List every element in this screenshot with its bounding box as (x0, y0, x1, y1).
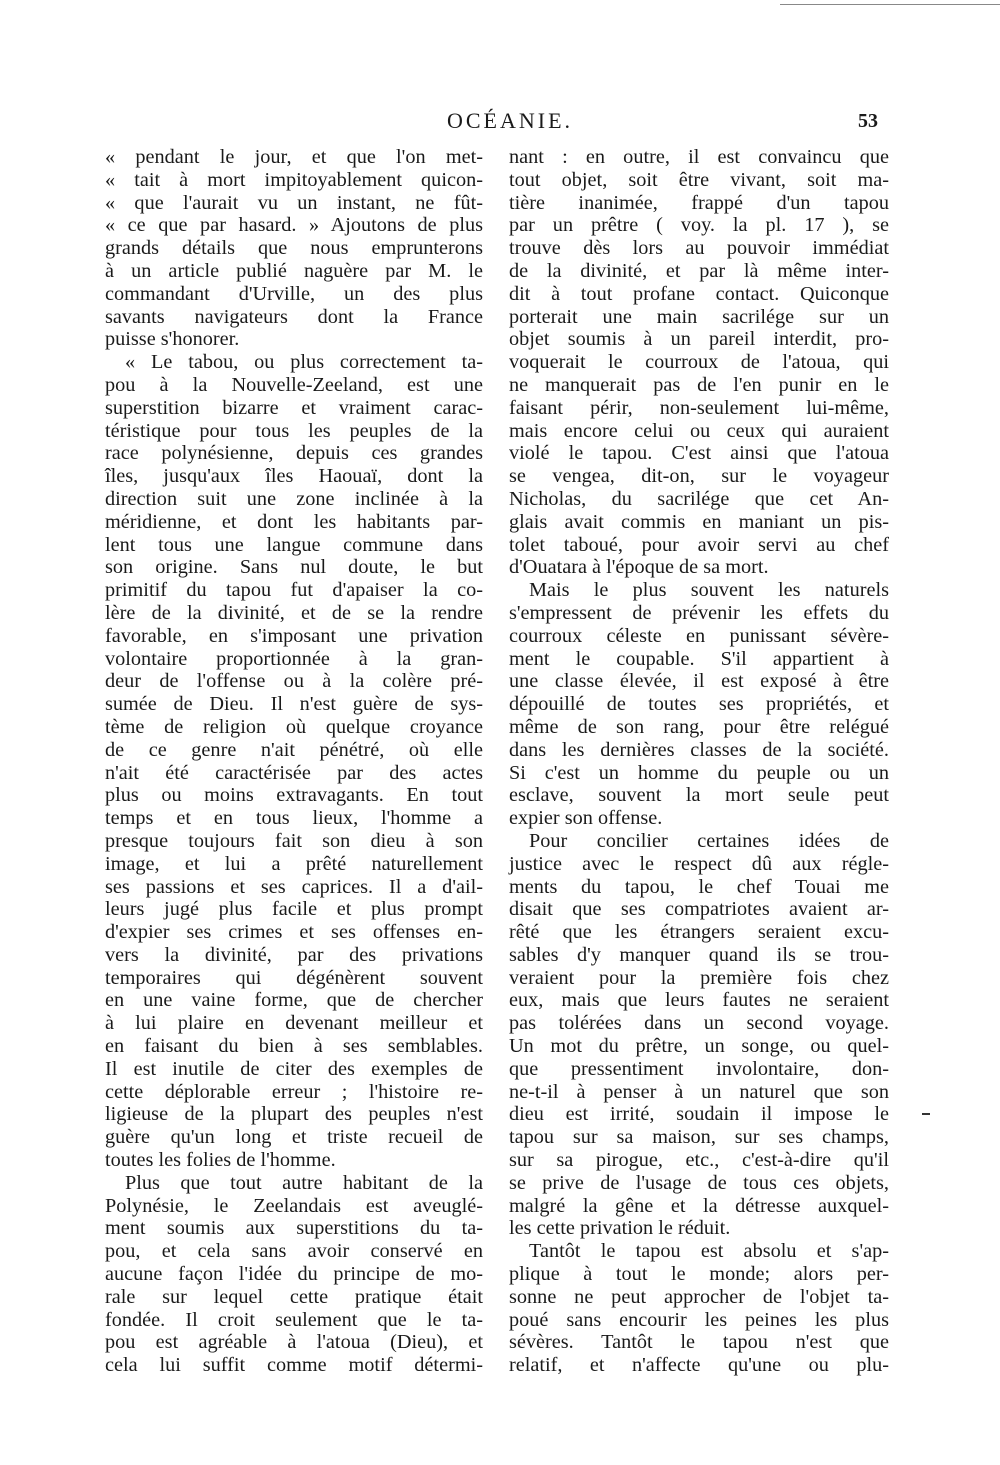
text-line: Nicholas, du sacrilége que cet An- (509, 487, 889, 510)
text-line: mais encore celui ou ceux qui auraient (509, 419, 889, 442)
text-line: pou, et cela sans avoir conservé en (105, 1240, 483, 1263)
text-line: leurs jugé plus facile et plus prompt (105, 898, 483, 921)
text-line: cela lui suffit comme motif détermi- (105, 1354, 483, 1377)
text-line: Pour concilier certaines idées de (529, 829, 889, 852)
text-line: toutes les folies de l'homme. (105, 1149, 336, 1172)
text-line: rale sur lequel cette pratique était (105, 1285, 483, 1308)
text-line: courroux céleste en punissant sévère- (509, 624, 889, 647)
text-line: ses passions et ses caprices. Il a d'ail- (105, 875, 483, 898)
text-line: d'expier ses crimes et ses offenses en- (105, 921, 483, 944)
text-line: commandant d'Urville, un des plus (105, 282, 483, 305)
text-line: fondée. Il croit seulement que le ta- (105, 1308, 483, 1331)
text-line: aucune façon l'idée du principe de mo- (105, 1263, 483, 1286)
text-line: tapou sur sa maison, sur ses champs, (509, 1126, 889, 1149)
left-text-column (105, 146, 483, 1377)
text-line: objet soumis à un pareil interdit, pro- (509, 328, 889, 351)
text-line: pou est agréable à l'atoua (Dieu), et (105, 1331, 483, 1354)
text-line: Un mot du prêtre, un songe, ou quel- (509, 1035, 889, 1058)
text-line: malgré la gêne et la détresse auxquel- (509, 1194, 889, 1217)
text-line: par un prêtre ( voy. la pl. 17 ), se (509, 214, 889, 237)
right-margin-mark (922, 1113, 930, 1115)
text-line: ne-t-il à penser à un naturel que son (509, 1080, 889, 1103)
text-line: dieu est irrité, soudain il impose le (509, 1103, 889, 1126)
text-line: pou à la Nouvelle-Zeeland, est une (105, 373, 483, 396)
text-line: méridienne, et dont les habitants par- (105, 510, 483, 533)
text-line: expier son offense. (509, 807, 663, 830)
text-line: Il est inutile de citer des exemples de (105, 1057, 483, 1080)
text-line: nant : en outre, il est convaincu que (509, 146, 889, 168)
text-line: cette déplorable erreur ; l'histoire re- (105, 1080, 483, 1103)
text-line: ment le coupable. S'il appartient à (509, 647, 889, 670)
text-line: se prive de l'usage de tous ces objets, (509, 1171, 889, 1194)
text-line: Mais le plus souvent les naturels (529, 579, 889, 602)
text-line: « pendant le jour, et que l'on met- (105, 146, 483, 168)
text-line: à lui plaire en devenant meilleur et (105, 1012, 483, 1035)
text-line: même de son rang, pour être relégué (509, 715, 889, 738)
text-line: eux, mais que leurs fautes ne seraient (509, 989, 889, 1012)
text-line: dépouillé de toutes ses propriétés, et (509, 693, 889, 716)
text-line: sévères. Tantôt le tapou n'est que (509, 1331, 889, 1354)
text-line: sumée de Dieu. Il n'est guère de sys- (105, 693, 483, 716)
text-line: justice avec le respect dû aux régle- (509, 852, 889, 875)
right-text-column (509, 146, 889, 1377)
text-line: race polynésienne, depuis ces grandes (105, 442, 483, 465)
text-line: presque toujours fait son dieu à son (105, 829, 483, 852)
text-line: tière inanimée, frappé d'un tapou (509, 191, 889, 214)
text-line: de ce genre n'ait pénétré, où elle (105, 738, 483, 761)
text-line: disait que ses compatriotes avaient ar- (509, 898, 889, 921)
text-line: que pressentiment involontaire, don- (509, 1057, 889, 1080)
text-line: de la divinité, et par là même inter- (509, 259, 889, 282)
page-number: 53 (858, 110, 878, 132)
text-line: les cette privation le réduit. (509, 1217, 731, 1240)
text-line: glais avait commis en maniant un pis- (509, 510, 889, 533)
text-line: Polynésie, le Zeelandais est aveuglé- (105, 1194, 483, 1217)
text-line: tème de religion où quelque croyance (105, 715, 483, 738)
text-line: vers la divinité, par des privations (105, 943, 483, 966)
text-line: rêté que les étrangers seraient excu- (509, 921, 889, 944)
text-line: n'ait été caractérisée par des actes (105, 761, 483, 784)
text-line: une classe élevée, il est exposé à être (509, 670, 889, 693)
text-line: ligieuse de la plupart des peuples n'est (105, 1103, 483, 1126)
text-line: porterait une main sacrilége sur un (509, 305, 889, 328)
text-line: relatif, et n'affecte qu'une ou plu- (509, 1354, 889, 1377)
text-line: Plus que tout autre habitant de la (125, 1171, 483, 1194)
text-line: puisse s'honorer. (105, 328, 240, 351)
text-line: sur sa pirogue, etc., c'est-à-dire qu'il (509, 1149, 889, 1172)
text-line: téristique pour tous les peuples de la (105, 419, 483, 442)
text-line: en faisant du bien à ses semblables. (105, 1035, 483, 1058)
text-line: poué sans encourir les peines les plus (509, 1308, 889, 1331)
text-line: dit à tout profane contact. Quiconque (509, 282, 889, 305)
text-line: savants navigateurs dont la France (105, 305, 483, 328)
text-line: îles, jusqu'aux îles Haouaï, dont la (105, 465, 483, 488)
text-line: guère qu'un long et triste recueil de (105, 1126, 483, 1149)
text-line: favorable, en s'imposant une privation (105, 624, 483, 647)
text-line: « Le tabou, ou plus correctement ta- (125, 351, 483, 374)
text-line: « ce que par hasard. » Ajoutons de plus (105, 214, 483, 237)
text-line: tolet taboué, pour avoir servi au chef (509, 533, 889, 556)
text-line: grands détails que nous emprunterons (105, 237, 483, 260)
text-line: esclave, souvent la mort seule peut (509, 784, 889, 807)
text-line: se vengea, dit-on, sur le voyageur (509, 465, 889, 488)
text-line: d'Ouatara à l'époque de sa mort. (509, 556, 769, 579)
text-line: à un article publié naguère par M. le (105, 259, 483, 282)
text-line: tout objet, soit être vivant, soit ma- (509, 168, 889, 191)
text-line: sables d'y manquer quand ils se trou- (509, 943, 889, 966)
text-line: ne manquerait pas de l'en punir en le (509, 373, 889, 396)
text-line: lent tous une langue commune dans (105, 533, 483, 556)
text-line: son origine. Sans nul doute, le but (105, 556, 483, 579)
text-line: lère de la divinité, et de se la rendre (105, 601, 483, 624)
text-line: violé le tapou. C'est ainsi que l'atoua (509, 442, 889, 465)
text-line: primitif du tapou fut d'apaiser la co- (105, 579, 483, 602)
text-line: s'empressent de prévenir les effets du (509, 601, 889, 624)
text-line: plique à tout le monde; alors per- (509, 1263, 889, 1286)
text-line: superstition bizarre et vraiment carac- (105, 396, 483, 419)
text-line: trouve dès lors au pouvoir immédiat (509, 237, 889, 260)
text-line: temps et en tous lieux, l'homme a (105, 807, 483, 830)
text-line: en une vaine forme, que de chercher (105, 989, 483, 1012)
top-right-rule (780, 4, 1000, 5)
text-line: ment soumis aux superstitions du ta- (105, 1217, 483, 1240)
text-line: dans les dernières classes de la société. (509, 738, 889, 761)
text-line: voquerait le courroux de l'atoua, qui (509, 351, 889, 374)
text-line: direction suit une zone inclinée à la (105, 487, 483, 510)
text-line: deur de l'offense ou à la colère pré- (105, 670, 483, 693)
text-line: volontaire proportionnée à la gran- (105, 647, 483, 670)
text-line: temporaires qui dégénèrent souvent (105, 966, 483, 989)
text-line: Si c'est un homme du peuple ou un (509, 761, 889, 784)
text-line: Tantôt le tapou est absolu et s'ap- (529, 1240, 889, 1263)
running-head-title: OCÉANIE. (446, 108, 574, 133)
text-line: image, et lui a prêté naturellement (105, 852, 483, 875)
text-line: veraient pour la première fois chez (509, 966, 889, 989)
text-line: « que l'aurait vu un instant, ne fût- (105, 191, 483, 214)
text-line: plus ou moins extravagants. En tout (105, 784, 483, 807)
text-line: ments du tapou, le chef Touai me (509, 875, 889, 898)
text-line: faisant périr, non-seulement lui-même, (509, 396, 889, 419)
text-line: pas tolérées dans un second voyage. (509, 1012, 889, 1035)
text-line: sonne ne peut approcher de l'objet ta- (509, 1285, 889, 1308)
text-line: « tait à mort impitoyablement quicon- (105, 168, 483, 191)
